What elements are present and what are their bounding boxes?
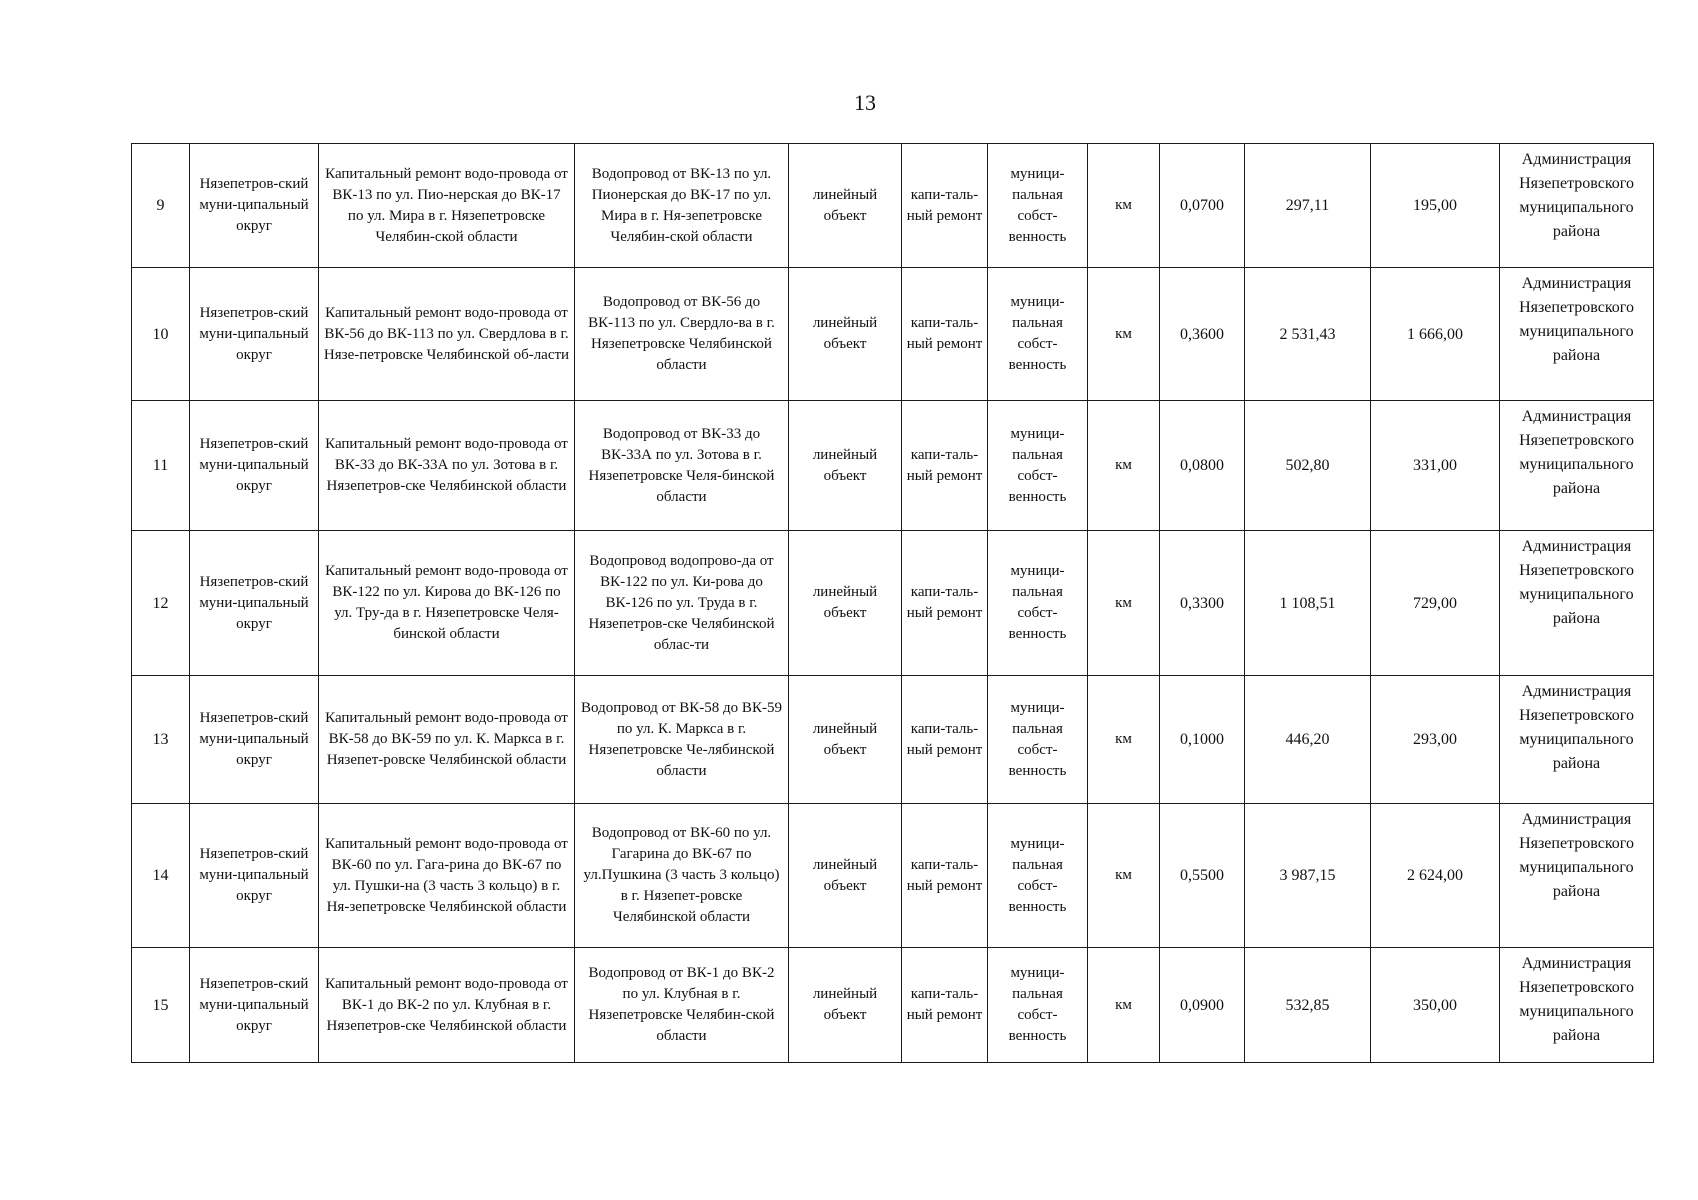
object-type-cell: линейный объект (789, 401, 902, 531)
object-type-cell: линейный объект (789, 804, 902, 948)
table-row (132, 948, 1654, 1063)
work-type-cell: капи-таль-ный ремонт (902, 948, 988, 1063)
row-number: 9 (132, 144, 190, 268)
executor-cell: Администрация Нязепетровского муниципального района (1500, 531, 1654, 676)
object-cell: Водопровод от ВК-1 до ВК-2 по ул. Клубная в г. Нязепетровске Челябин-ской области (575, 948, 789, 1063)
object-type-cell: линейный объект (789, 676, 902, 804)
row-number: 11 (132, 401, 190, 531)
ownership-cell: муници-пальная собст-венность (988, 804, 1088, 948)
object-type-cell: линейный объект (789, 948, 902, 1063)
length-cell: 0,0700 (1160, 144, 1245, 268)
object-type-cell: линейный объект (789, 144, 902, 268)
cost-budget-cell: 293,00 (1371, 676, 1500, 804)
length-cell: 0,0900 (1160, 948, 1245, 1063)
unit-cell: км (1088, 401, 1160, 531)
unit-cell: км (1088, 676, 1160, 804)
work-type-cell: капи-таль-ный ремонт (902, 401, 988, 531)
works-table (131, 143, 1654, 1063)
unit-cell: км (1088, 948, 1160, 1063)
length-cell: 0,5500 (1160, 804, 1245, 948)
executor-cell: Администрация Нязепетровского муниципального района (1500, 948, 1654, 1063)
event-cell: Капитальный ремонт водо-провода от ВК-58 до ВК-59 по ул. К. Маркса в г. Нязепет-ровске Челябинской области (319, 676, 575, 804)
ownership-cell: муници-пальная собст-венность (988, 401, 1088, 531)
row-number: 15 (132, 948, 190, 1063)
length-cell: 0,0800 (1160, 401, 1245, 531)
district-cell: Нязепетров-ский муни-ципальный округ (190, 268, 319, 401)
cost-total-cell: 3 987,15 (1245, 804, 1371, 948)
event-cell: Капитальный ремонт водо-провода от ВК-1 до ВК-2 по ул. Клубная в г. Нязепетров-ске Челябинской области (319, 948, 575, 1063)
object-cell: Водопровод от ВК-60 по ул. Гагарина до ВК-67 по ул.Пушкина (3 часть 3 кольцо) в г. Нязепет-ровске Челябинской области (575, 804, 789, 948)
unit-cell: км (1088, 144, 1160, 268)
cost-total-cell: 2 531,43 (1245, 268, 1371, 401)
executor-cell: Администрация Нязепетровского муниципального района (1500, 144, 1654, 268)
cost-budget-cell: 331,00 (1371, 401, 1500, 531)
length-cell: 0,3600 (1160, 268, 1245, 401)
table-row (132, 144, 1654, 268)
cost-total-cell: 297,11 (1245, 144, 1371, 268)
executor-cell: Администрация Нязепетровского муниципального района (1500, 804, 1654, 948)
object-cell: Водопровод от ВК-33 до ВК-33А по ул. Зотова в г. Нязепетровске Челя-бинской области (575, 401, 789, 531)
table-row (132, 268, 1654, 401)
district-cell: Нязепетров-ский муни-ципальный округ (190, 948, 319, 1063)
table-row (132, 676, 1654, 804)
district-cell: Нязепетров-ский муни-ципальный округ (190, 804, 319, 948)
object-cell: Водопровод от ВК-13 по ул. Пионерская до ВК-17 по ул. Мира в г. Ня-зепетровске Челябин-ской области (575, 144, 789, 268)
cost-budget-cell: 729,00 (1371, 531, 1500, 676)
district-cell: Нязепетров-ский муни-ципальный округ (190, 676, 319, 804)
ownership-cell: муници-пальная собст-венность (988, 948, 1088, 1063)
unit-cell: км (1088, 268, 1160, 401)
work-type-cell: капи-таль-ный ремонт (902, 144, 988, 268)
length-cell: 0,3300 (1160, 531, 1245, 676)
row-number: 10 (132, 268, 190, 401)
object-type-cell: линейный объект (789, 268, 902, 401)
row-number: 12 (132, 531, 190, 676)
object-cell: Водопровод от ВК-56 до ВК-113 по ул. Свердло-ва в г. Нязепетровске Челябинской области (575, 268, 789, 401)
object-cell: Водопровод от ВК-58 до ВК-59 по ул. К. Маркса в г. Нязепетровске Че-лябинской области (575, 676, 789, 804)
event-cell: Капитальный ремонт водо-провода от ВК-13 по ул. Пио-нерская до ВК-17 по ул. Мира в г. Нязепетровске Челябин-ской области (319, 144, 575, 268)
cost-budget-cell: 1 666,00 (1371, 268, 1500, 401)
cost-budget-cell: 350,00 (1371, 948, 1500, 1063)
cost-total-cell: 446,20 (1245, 676, 1371, 804)
row-number: 13 (132, 676, 190, 804)
ownership-cell: муници-пальная собст-венность (988, 531, 1088, 676)
executor-cell: Администрация Нязепетровского муниципального района (1500, 268, 1654, 401)
cost-budget-cell: 195,00 (1371, 144, 1500, 268)
district-cell: Нязепетров-ский муни-ципальный округ (190, 144, 319, 268)
object-cell: Водопровод водопрово-да от ВК-122 по ул. Ки-рова до ВК-126 по ул. Труда в г. Нязепетров-ске Челябинской облас-ти (575, 531, 789, 676)
event-cell: Капитальный ремонт водо-провода от ВК-122 по ул. Кирова до ВК-126 по ул. Тру-да в г. Нязепетровске Челя-бинской области (319, 531, 575, 676)
district-cell: Нязепетров-ский муни-ципальный округ (190, 401, 319, 531)
work-type-cell: капи-таль-ный ремонт (902, 676, 988, 804)
work-type-cell: капи-таль-ный ремонт (902, 268, 988, 401)
work-type-cell: капи-таль-ный ремонт (902, 804, 988, 948)
ownership-cell: муници-пальная собст-венность (988, 144, 1088, 268)
unit-cell: км (1088, 804, 1160, 948)
unit-cell: км (1088, 531, 1160, 676)
object-type-cell: линейный объект (789, 531, 902, 676)
event-cell: Капитальный ремонт водо-провода от ВК-56 до ВК-113 по ул. Свердлова в г. Нязе-петровске Челябинской об-ласти (319, 268, 575, 401)
executor-cell: Администрация Нязепетровского муниципального района (1500, 401, 1654, 531)
event-cell: Капитальный ремонт водо-провода от ВК-60 по ул. Гага-рина до ВК-67 по ул. Пушки-на (3 часть 3 кольцо) в г. Ня-зепетровске Челябинской области (319, 804, 575, 948)
cost-total-cell: 1 108,51 (1245, 531, 1371, 676)
work-type-cell: капи-таль-ный ремонт (902, 531, 988, 676)
district-cell: Нязепетров-ский муни-ципальный округ (190, 531, 319, 676)
page-number: 13 (854, 90, 876, 115)
ownership-cell: муници-пальная собст-венность (988, 676, 1088, 804)
table-row (132, 531, 1654, 676)
row-number: 14 (132, 804, 190, 948)
executor-cell: Администрация Нязепетровского муниципального района (1500, 676, 1654, 804)
table-row (132, 804, 1654, 948)
ownership-cell: муници-пальная собст-венность (988, 268, 1088, 401)
length-cell: 0,1000 (1160, 676, 1245, 804)
cost-total-cell: 532,85 (1245, 948, 1371, 1063)
cost-total-cell: 502,80 (1245, 401, 1371, 531)
table-row (132, 401, 1654, 531)
cost-budget-cell: 2 624,00 (1371, 804, 1500, 948)
event-cell: Капитальный ремонт водо-провода от ВК-33 до ВК-33А по ул. Зотова в г. Нязепетров-ске Челябинской области (319, 401, 575, 531)
